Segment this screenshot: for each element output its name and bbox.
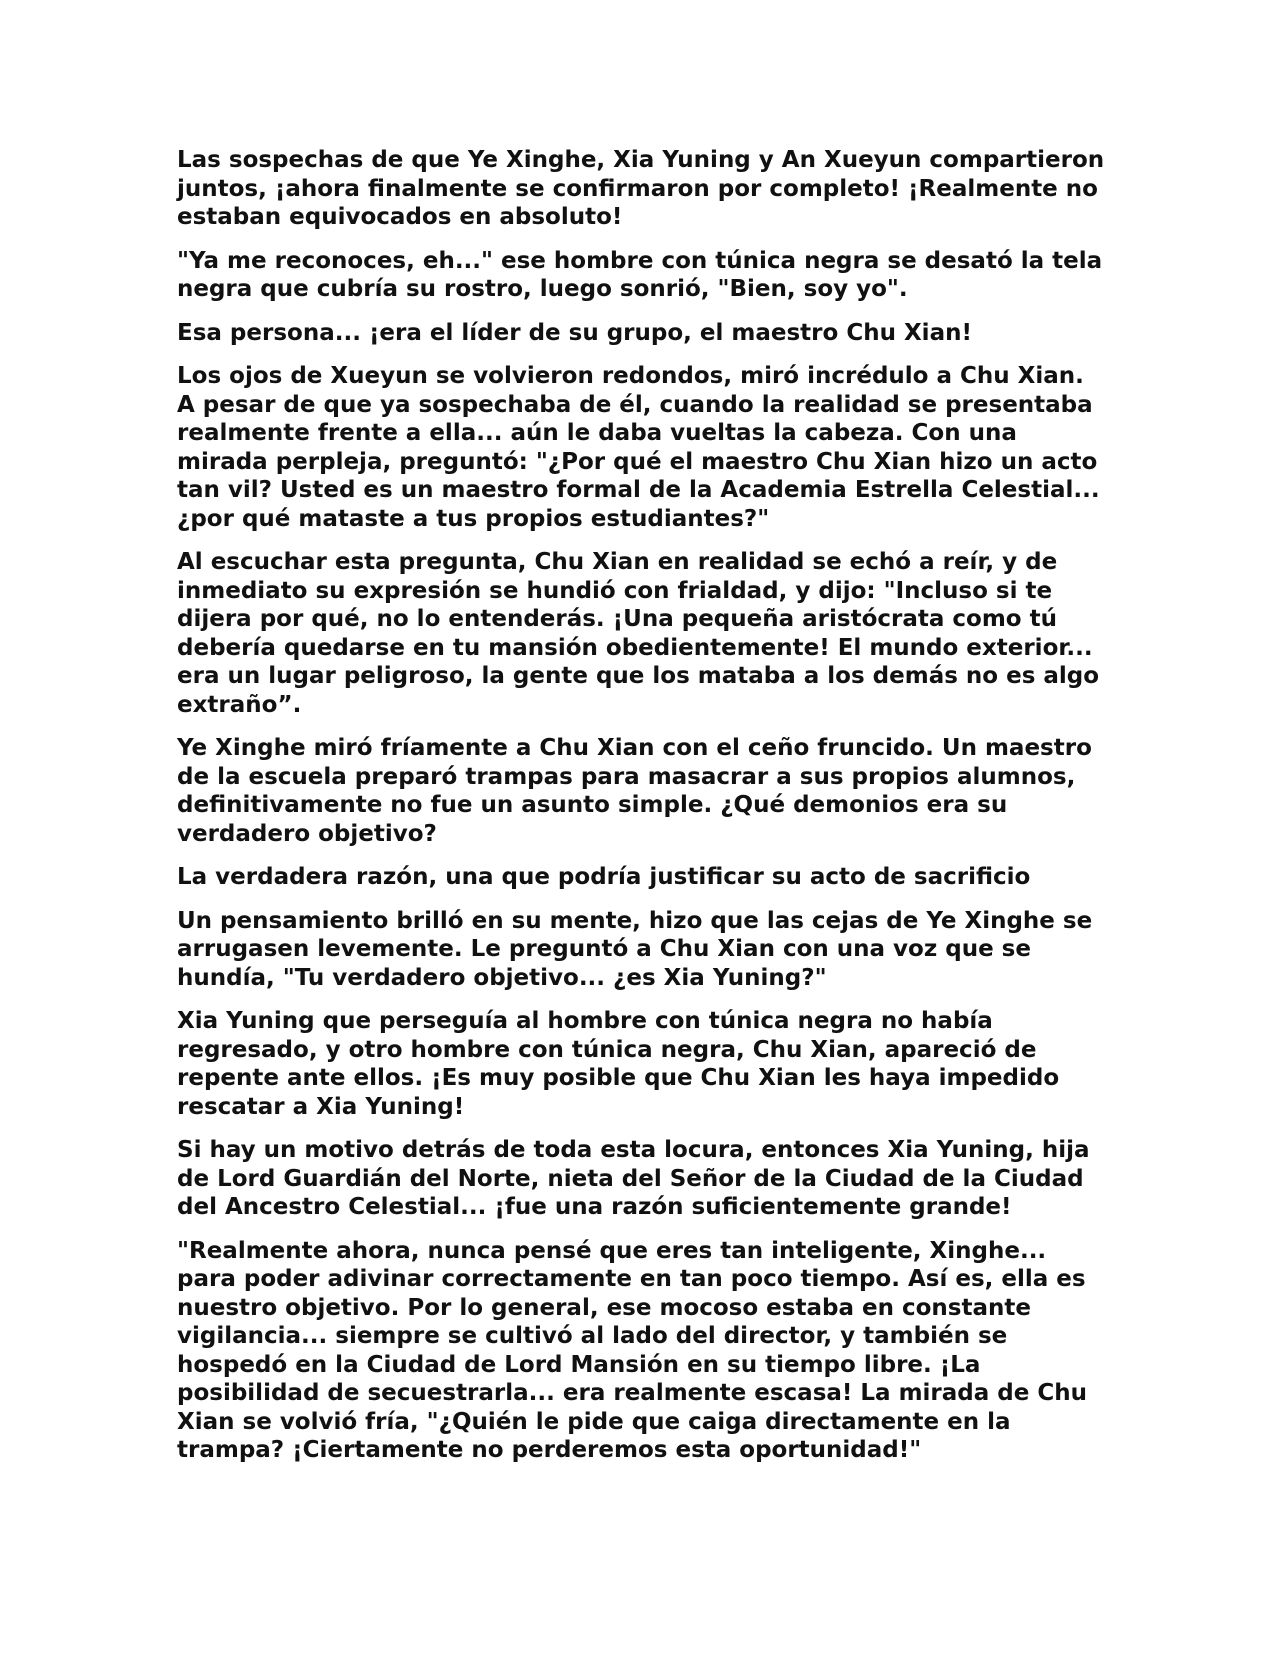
paragraph-10: Si hay un motivo detrás de toda esta locura, entonces Xia Yuning, hija de Lord Guardián del Norte, nieta del Señor de la Ciudad de la Ciudad del Ancestro Celestial... ¡fue una razón suficientemente grande! <box>177 1137 1090 1220</box>
paragraph-9: Xia Yuning que perseguía al hombre con túnica negra no había regresado, y otro hombre con túnica negra, Chu Xian, apareció de repente ante ellos. ¡Es muy posible que Chu Xian les haya impedido rescatar a Xia Yuning! <box>177 1008 1060 1120</box>
document-body <box>177 146 1107 1480</box>
paragraph-6: Ye Xinghe miró fríamente a Chu Xian con el ceño fruncido. Un maestro de la escuela preparó trampas para masacrar a sus propios alumnos, definitivamente no fue un asunto simple. ¿Qué demonios era su verdadero objetivo? <box>177 735 1092 847</box>
paragraph-5: Al escuchar esta pregunta, Chu Xian en realidad se echó a reír, y de inmediato su expresión se hundió con frialdad, y dijo: "Incluso si te dijera por qué, no lo entenderás. ¡Una pequeña aristócrata como tú debería quedarse en tu mansión obedientemente! El mundo exterior... era un lugar peligroso, la gente que los mataba a los demás no es algo extraño”. <box>177 549 1100 718</box>
paragraph-3: Esa persona... ¡era el líder de su grupo, el maestro Chu Xian! <box>177 319 972 346</box>
paragraph-4: Los ojos de Xueyun se volvieron redondos, miró incrédulo a Chu Xian. A pesar de que ya sospechaba de él, cuando la realidad se presentaba realmente frente a ella... aún le daba vueltas la cabeza. Con una mirada perpleja, preguntó: "¿Por qué el maestro Chu Xian hizo un acto tan vil? Usted es un maestro formal de la Academia Estrella Celestial... ¿por qué mataste a tus propios estudiantes?" <box>177 363 1100 532</box>
paragraph-2: "Ya me reconoces, eh..." ese hombre con túnica negra se desató la tela negra que cubría su rostro, luego sonrió, "Bien, soy yo". <box>177 247 1103 302</box>
paragraph-8: Un pensamiento brilló en su mente, hizo que las cejas de Ye Xinghe se arrugasen levemente. Le preguntó a Chu Xian con una voz que se hundía, "Tu verdadero objetivo... ¿es Xia Yuning?" <box>177 907 1093 991</box>
paragraph-1: Las sospechas de que Ye Xinghe, Xia Yuning y An Xueyun compartieron juntos, ¡ahora finalmente se confirmaron por completo! ¡Realmente no estaban equivocados en absoluto! <box>177 147 1105 230</box>
paragraph-7: La verdadera razón, una que podría justificar su acto de sacrificio <box>177 864 1031 890</box>
paragraph-11: "Realmente ahora, nunca pensé que eres tan inteligente, Xinghe... para poder adivinar correctamente en tan poco tiempo. Así es, ella es nuestro objetivo. Por lo general, ese mocoso estaba en constante vigilancia... siempre se cultivó al lado del director, y también se hospedó en la Ciudad de Lord Mansión en su tiempo libre. ¡La posibilidad de secuestrarla... era realmente escasa! La mirada de Chu Xian se volvió fría, "¿Quién le pide que caiga directamente en la trampa? ¡Ciertamente no perderemos esta oportunidad!" <box>177 1237 1087 1463</box>
